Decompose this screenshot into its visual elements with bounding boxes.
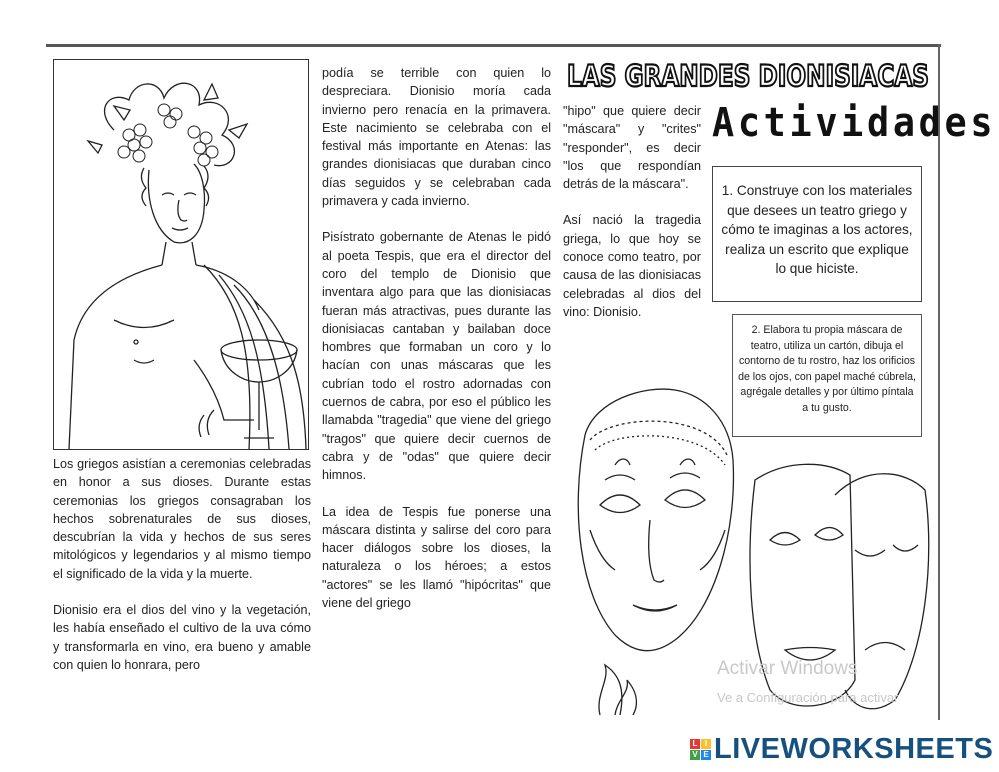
middle-paragraph-2: Pisístrato gobernante de Atenas le pidó al poeta Tespis, que era el director del coro del templo de Dionisio que inventara algo para que las dionisiacas fueran más atractivas, pues durante las dionisiacas cantaban y bailaban doce hombres que formaban un coro y lo hacían con unas máscaras que les cubrían todo el rostro adornadas con cuernos de cabra, por eso el público les llamabda "tragedia" que viene del griego "tragos" que quiere decir cuernos de cabra y de "odas" que quiere decir himnos. xyxy=(322,230,551,483)
logo-squares-icon xyxy=(690,739,711,760)
page-title-text: LAS GRANDES DIONISIACAS xyxy=(567,59,929,93)
logo-square-i: I xyxy=(701,739,711,749)
middle-paragraph-3: La idea de Tespis fue ponerse una máscara distinta y salirse del coro para hacer diálogos sobre los dioses, la naturaleza o los héroes; a estos "actores" se les llamó "hipócritas" que viene del griego xyxy=(322,504,551,611)
logo-square-v: V xyxy=(690,750,700,760)
dionysus-illustration xyxy=(53,59,309,450)
left-text-column xyxy=(53,455,311,692)
activity-2-text: 2. Elabora tu propia máscara de teatro, utiliza un cartón, dibuja el contorno de tu rostro, haz los orificios de los ojos, con papel maché cúbrela, agrégale detalles y por último píntala a tu gusto. xyxy=(738,324,916,414)
liveworksheets-logo[interactable] xyxy=(690,733,993,766)
left-paragraph-2: Dionisio era el dios del vino y la vegetación, les había enseñado el cultivo de la uva cómo y transformarla en vino, era bueno y amable con quien lo honrara, pero xyxy=(53,603,311,672)
middle-paragraph-1: podía se terrible con quien lo despreciara. Dionisio moría cada invierno pero renacía en la primavera. Este nacimiento se celebraba con el festival más importante en Atenas: las grandes dionisiacas que duraban cinco días seguidos y se celebraban cada primavera y cada invierno. xyxy=(322,66,551,209)
top-rule xyxy=(46,44,941,47)
page-title xyxy=(564,53,932,95)
logo-text: LIVEWORKSHEETS xyxy=(714,733,994,765)
logo-square-l: L xyxy=(690,739,700,749)
activation-watermark-subtitle: Ve a Configuración para activar xyxy=(717,690,899,705)
right-text-column xyxy=(563,102,701,339)
activity-1-box xyxy=(712,166,922,302)
activation-watermark-title: Activar Windows xyxy=(717,658,858,679)
right-paragraph-1: "hipo" que quiere decir "máscara" y "crites" "responder", es decir "los que respondían detrás de la máscara". xyxy=(563,104,701,192)
activity-1-text: 1. Construye con los materiales que desees un teatro griego y cómo te imaginas a los actores, realiza un escrito que explique lo que hiciste. xyxy=(721,183,913,277)
activities-heading: Actividades xyxy=(712,100,997,146)
left-paragraph-1: Los griegos asistían a ceremonias celebradas en honor a sus dioses. Durante estas ceremonias los griegos consagraban los hechos sobrenaturales de sus dioses, descubrían la vida y hechos de sus seres mitológicos y legendarios y al mismo tiempo el significado de la vida y la muerte. xyxy=(53,457,311,581)
logo-square-e: E xyxy=(701,750,711,760)
right-paragraph-2: Así nació la tragedia griega, lo que hoy se conoce como teatro, por causa de las dionisiacas celebradas al dios del vino: Dionisio. xyxy=(563,213,701,319)
middle-text-column xyxy=(322,64,551,630)
